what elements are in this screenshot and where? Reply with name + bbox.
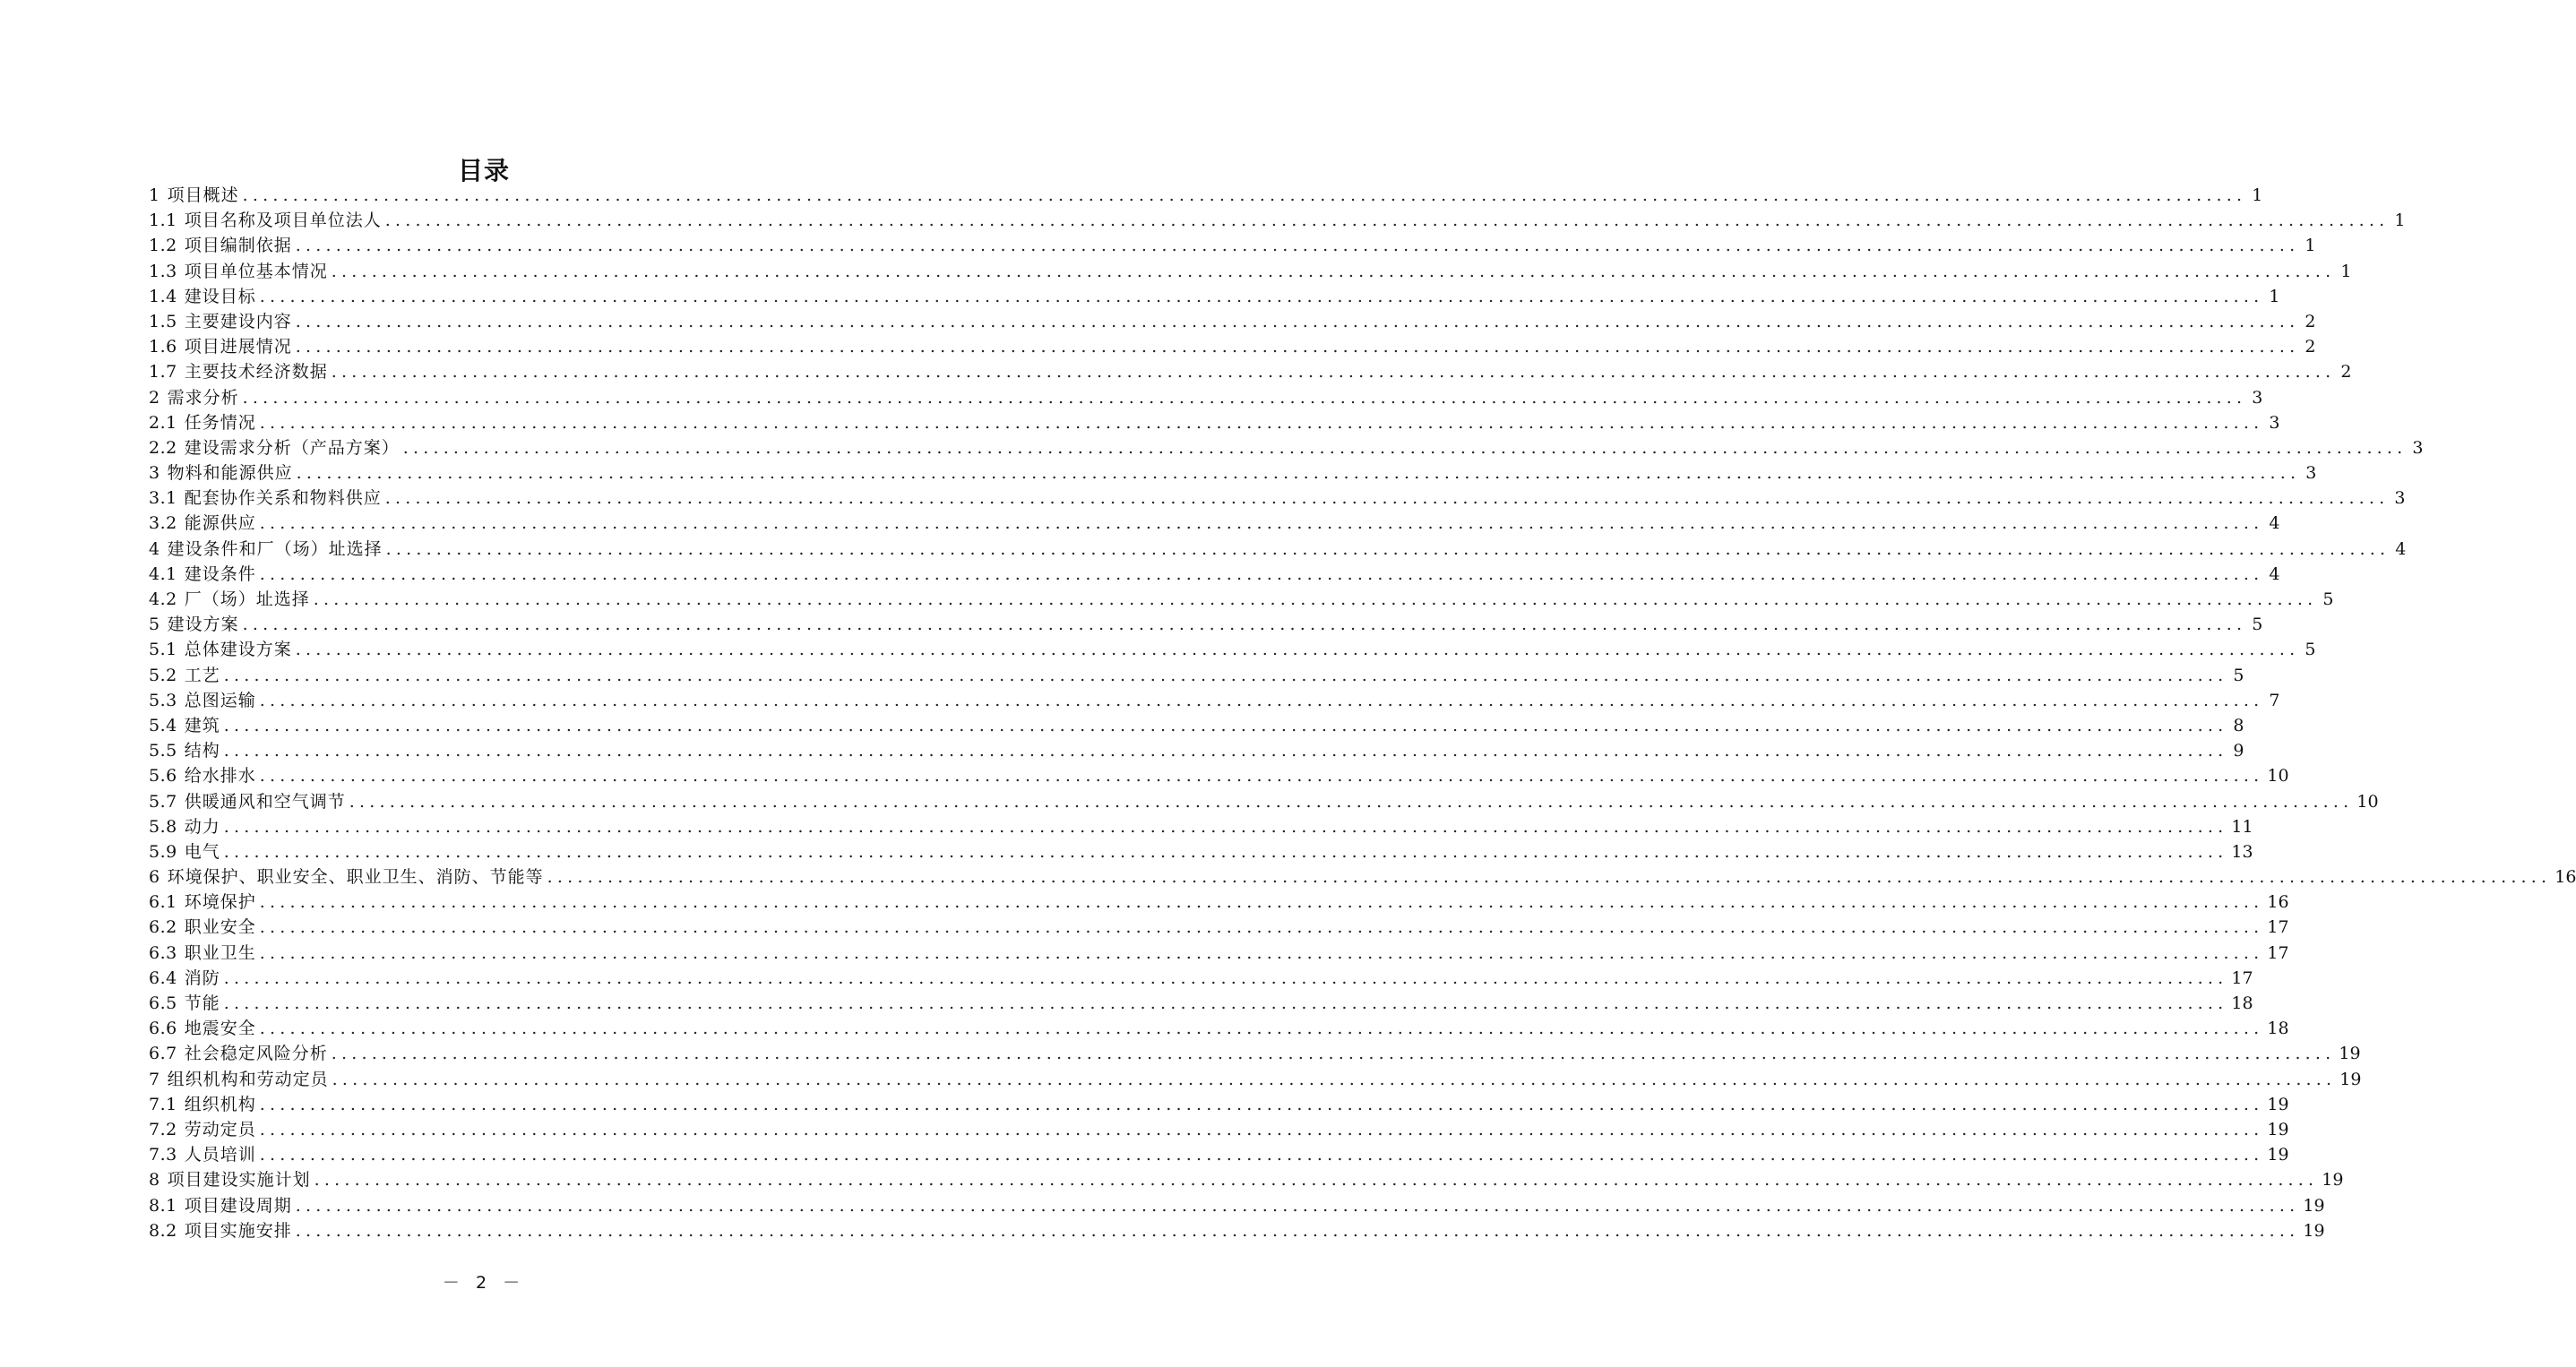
toc-entry-page: 5 (2305, 640, 2316, 660)
toc-entry-number: 5.3 (149, 690, 177, 710)
toc-entry-title: 动力 (184, 816, 220, 837)
toc-entry-page: 17 (2267, 917, 2289, 938)
toc-entry-title: 项目名称及项目单位法人 (184, 211, 382, 231)
toc-entry[interactable] (149, 1117, 2289, 1142)
toc-entry-title: 建设需求分析（产品方案） (184, 437, 400, 458)
toc-entry-title: 供暖通风和空气调节 (184, 791, 346, 812)
toc-entry-page: 16 (2267, 892, 2289, 913)
toc-entry[interactable] (149, 713, 2244, 738)
toc-entry-number: 8.1 (149, 1195, 177, 1216)
toc-entry-page: 7 (2269, 690, 2280, 710)
toc-dot-leader: ....................................................................................................................................................................................................... (332, 1069, 2337, 1089)
toc-dot-leader: ....................................................................................................................................................................................................... (223, 967, 2228, 988)
toc-entry-page: 4 (2269, 563, 2280, 584)
toc-dot-leader: ....................................................................................................................................................................................................... (259, 1094, 2264, 1114)
toc-entry-number: 7 (149, 1069, 160, 1089)
toc-entry[interactable] (149, 915, 2289, 940)
toc-entry-page: 3 (2269, 412, 2280, 433)
toc-dot-leader: ....................................................................................................................................................................................................... (295, 236, 2300, 256)
toc-entry-page: 19 (2267, 1119, 2289, 1139)
toc-dot-leader: ....................................................................................................................................................................................................... (259, 690, 2264, 710)
toc-entry-page: 19 (2303, 1195, 2325, 1216)
toc-entry[interactable] (149, 183, 2263, 208)
toc-entry-page: 10 (2267, 766, 2289, 787)
toc-entry[interactable] (149, 1067, 2362, 1092)
toc-entry-title: 劳动定员 (184, 1119, 256, 1139)
toc-dot-leader: ....................................................................................................................................................................................................... (259, 563, 2264, 584)
toc-entry-title: 组织机构 (184, 1094, 256, 1114)
toc-entry-page: 9 (2233, 741, 2244, 761)
toc-entry-page: 17 (2267, 942, 2289, 963)
toc-entry-page: 1 (2252, 185, 2263, 205)
toc-entry[interactable] (149, 334, 2316, 359)
toc-entry-number: 5.5 (149, 741, 177, 761)
toc-entry-number: 3 (149, 463, 160, 484)
toc-entry[interactable] (149, 1218, 2325, 1243)
toc-entry-page: 19 (2339, 1044, 2361, 1064)
toc-dot-leader: ....................................................................................................................................................................................................... (259, 766, 2264, 787)
toc-entry-page: 19 (2267, 1145, 2289, 1165)
toc-dot-leader: ....................................................................................................................................................................................................... (331, 362, 2336, 383)
toc-entry[interactable] (149, 738, 2244, 763)
toc-dot-leader: ....................................................................................................................................................................................................... (259, 513, 2264, 534)
toc-entry[interactable] (149, 460, 2317, 486)
toc-entry[interactable] (149, 839, 2253, 864)
toc-dot-leader: ....................................................................................................................................................................................................... (223, 993, 2228, 1013)
toc-entry-number: 7.3 (149, 1145, 177, 1165)
toc-entry[interactable] (149, 1193, 2325, 1218)
toc-entry[interactable] (149, 410, 2280, 435)
toc-entry-number: 8.2 (149, 1220, 177, 1241)
toc-entry-number: 6.2 (149, 917, 177, 938)
toc-entry-number: 6.1 (149, 892, 177, 913)
toc-dot-leader: ....................................................................................................................................................................................................... (384, 211, 2390, 231)
toc-entry[interactable] (149, 991, 2253, 1016)
toc-entry-title: 项目概述 (167, 185, 239, 205)
toc-entry-number: 4.1 (149, 563, 177, 584)
table-of-contents (149, 183, 2576, 1243)
toc-entry-title: 环境保护 (184, 892, 256, 913)
toc-dot-leader: ....................................................................................................................................................................................................... (259, 1145, 2264, 1165)
toc-entry-title: 能源供应 (184, 513, 256, 534)
toc-entry-page: 3 (2305, 463, 2317, 484)
toc-dot-leader: ....................................................................................................................................................................................................... (259, 892, 2264, 913)
toc-dot-leader: ....................................................................................................................................................................................................... (385, 538, 2391, 559)
toc-entry[interactable] (149, 1142, 2289, 1167)
toc-dot-leader: ....................................................................................................................................................................................................... (402, 437, 2408, 458)
toc-entry-number: 1.5 (149, 311, 177, 331)
toc-entry-number: 3.1 (149, 488, 177, 509)
toc-entry[interactable] (149, 511, 2280, 536)
toc-entry[interactable] (149, 789, 2379, 814)
toc-entry-title: 需求分析 (167, 387, 239, 408)
toc-entry-number: 8 (149, 1170, 160, 1191)
toc-entry[interactable] (149, 688, 2280, 713)
toc-entry-number: 5.8 (149, 816, 177, 837)
toc-entry-title: 节能 (184, 993, 220, 1013)
toc-dot-leader: ....................................................................................................................................................................................................... (349, 791, 2354, 812)
toc-entry-title: 项目实施安排 (184, 1220, 292, 1241)
toc-entry-page: 2 (2340, 362, 2352, 383)
toc-entry-title: 建设条件 (184, 563, 256, 584)
toc-entry-title: 物料和能源供应 (167, 463, 293, 484)
toc-entry-page: 1 (2305, 236, 2316, 256)
toc-dot-leader: ....................................................................................................................................................................................................... (223, 741, 2228, 761)
toc-entry-title: 电气 (184, 841, 220, 862)
toc-dot-leader: ....................................................................................................................................................................................................... (314, 1170, 2319, 1191)
toc-dot-leader: ....................................................................................................................................................................................................... (296, 463, 2301, 484)
toc-dot-leader: ....................................................................................................................................................................................................... (259, 1019, 2264, 1039)
toc-entry-number: 1.1 (149, 211, 177, 231)
toc-entry-title: 职业安全 (184, 917, 256, 938)
toc-entry-title: 项目建设实施计划 (167, 1170, 311, 1191)
toc-entry-number: 5 (149, 615, 160, 635)
toc-entry[interactable] (149, 259, 2352, 284)
toc-entry-page: 1 (2340, 261, 2352, 281)
toc-entry-number: 4 (149, 538, 160, 559)
toc-entry-page: 8 (2233, 715, 2244, 735)
toc-entry-page: 2 (2305, 337, 2316, 357)
toc-entry-page: 18 (2267, 1019, 2289, 1039)
toc-entry-title: 主要技术经济数据 (184, 362, 328, 383)
toc-dot-leader: ....................................................................................................................................................................................................... (242, 185, 2247, 205)
toc-dot-leader: ....................................................................................................................................................................................................... (295, 337, 2300, 357)
toc-entry-page: 11 (2231, 816, 2253, 837)
toc-entry[interactable] (149, 966, 2253, 991)
toc-entry-page: 3 (2412, 437, 2424, 458)
toc-entry-number: 1.2 (149, 236, 177, 256)
toc-entry-number: 4.2 (149, 589, 177, 609)
toc-entry-number: 6.6 (149, 1019, 177, 1039)
toc-entry-number: 6.3 (149, 942, 177, 963)
toc-entry-page: 19 (2303, 1220, 2325, 1241)
toc-entry[interactable] (149, 385, 2263, 410)
toc-dot-leader: ....................................................................................................................................................................................................... (259, 412, 2264, 433)
toc-dot-leader: ....................................................................................................................................................................................................... (295, 640, 2300, 660)
toc-entry-page: 16 (2554, 867, 2576, 888)
toc-entry-page: 5 (2252, 615, 2263, 635)
toc-entry-title: 建筑 (184, 715, 220, 735)
toc-entry-page: 19 (2267, 1094, 2289, 1114)
toc-entry-title: 建设方案 (167, 615, 239, 635)
toc-entry-title: 项目建设周期 (184, 1195, 292, 1216)
toc-entry-title: 地震安全 (184, 1019, 256, 1039)
toc-entry-title: 任务情况 (184, 412, 256, 433)
toc-entry-number: 2.1 (149, 412, 177, 433)
toc-entry-title: 项目单位基本情况 (184, 261, 328, 281)
toc-dot-leader: ....................................................................................................................................................................................................... (295, 1195, 2300, 1216)
toc-dot-leader: ....................................................................................................................................................................................................... (259, 917, 2264, 938)
toc-entry[interactable] (149, 864, 2576, 890)
toc-entry[interactable] (149, 1016, 2289, 1041)
toc-entry-page: 17 (2231, 967, 2253, 988)
toc-dot-leader: ....................................................................................................................................................................................................... (223, 665, 2228, 685)
toc-dot-leader: ....................................................................................................................................................................................................... (242, 615, 2247, 635)
toc-entry-page: 1 (2269, 286, 2280, 306)
toc-entry-title: 项目进展情况 (184, 337, 292, 357)
toc-entry[interactable] (149, 309, 2316, 334)
toc-entry-page: 10 (2356, 791, 2379, 812)
toc-entry-page: 13 (2231, 841, 2253, 862)
toc-dot-leader: ....................................................................................................................................................................................................... (295, 311, 2300, 331)
toc-entry-number: 5.2 (149, 665, 177, 685)
toc-entry-title: 主要建设内容 (184, 311, 292, 331)
toc-entry-number: 6.4 (149, 967, 177, 988)
toc-dot-leader: ....................................................................................................................................................................................................... (223, 816, 2228, 837)
toc-entry-number: 1.7 (149, 362, 177, 383)
toc-entry-number: 3.2 (149, 513, 177, 534)
toc-entry-page: 5 (2322, 589, 2334, 609)
toc-entry-page: 5 (2233, 665, 2244, 685)
toc-entry-title: 职业卫生 (184, 942, 256, 963)
toc-dot-leader: ....................................................................................................................................................................................................... (259, 1119, 2264, 1139)
toc-entry-page: 4 (2269, 513, 2280, 534)
toc-dot-leader: ....................................................................................................................................................................................................... (313, 589, 2318, 609)
toc-entry-number: 1.6 (149, 337, 177, 357)
toc-entry-title: 结构 (184, 741, 220, 761)
toc-entry-number: 7.1 (149, 1094, 177, 1114)
toc-dot-leader: ....................................................................................................................................................................................................... (331, 1044, 2336, 1064)
page-title: 目录 (457, 155, 510, 185)
toc-entry-page: 2 (2305, 311, 2316, 331)
toc-entry-title: 建设条件和厂（场）址选择 (167, 538, 383, 559)
toc-entry-page: 18 (2231, 993, 2253, 1013)
toc-entry[interactable] (149, 663, 2244, 688)
toc-dot-leader: ....................................................................................................................................................................................................... (259, 286, 2264, 306)
toc-dot-leader: ....................................................................................................................................................................................................... (223, 715, 2228, 735)
toc-entry[interactable] (149, 208, 2406, 233)
toc-dot-leader: ....................................................................................................................................................................................................... (547, 867, 2552, 888)
toc-entry-number: 1.3 (149, 261, 177, 281)
toc-entry-number: 5.7 (149, 791, 177, 812)
toc-entry[interactable] (149, 890, 2289, 915)
toc-entry[interactable] (149, 637, 2316, 662)
toc-entry-number: 5.6 (149, 766, 177, 787)
toc-dot-leader: ....................................................................................................................................................................................................... (223, 841, 2228, 862)
toc-entry-number: 2.2 (149, 437, 177, 458)
toc-entry[interactable] (149, 284, 2280, 309)
toc-entry-title: 厂（场）址选择 (184, 589, 310, 609)
toc-dot-leader: ....................................................................................................................................................................................................... (259, 942, 2264, 963)
toc-entry-title: 工艺 (184, 665, 220, 685)
toc-entry-number: 1 (149, 185, 160, 205)
toc-entry[interactable] (149, 435, 2424, 460)
toc-entry[interactable] (149, 1167, 2344, 1192)
toc-entry-number: 7.2 (149, 1119, 177, 1139)
page-number: － 2 － (442, 1273, 526, 1293)
toc-entry[interactable] (149, 612, 2263, 637)
toc-entry-title: 总图运输 (184, 690, 256, 710)
toc-entry-title: 配套协作关系和物料供应 (184, 488, 382, 509)
toc-entry-title: 给水排水 (184, 766, 256, 787)
toc-entry-number: 2 (149, 387, 160, 408)
toc-entry-page: 3 (2394, 488, 2406, 509)
toc-entry-page: 1 (2394, 211, 2406, 231)
toc-entry-title: 建设目标 (184, 286, 256, 306)
toc-entry[interactable] (149, 587, 2334, 612)
toc-entry-page: 19 (2322, 1170, 2344, 1191)
toc-entry[interactable] (149, 941, 2289, 966)
toc-entry[interactable] (149, 562, 2280, 587)
toc-entry-title: 人员培训 (184, 1145, 256, 1165)
toc-entry-number: 5.1 (149, 640, 177, 660)
toc-entry-page: 4 (2395, 538, 2407, 559)
toc-entry-number: 5.4 (149, 715, 177, 735)
toc-entry-number: 6.5 (149, 993, 177, 1013)
toc-entry-title: 社会稳定风险分析 (184, 1044, 328, 1064)
toc-dot-leader: ....................................................................................................................................................................................................... (384, 488, 2390, 509)
toc-dot-leader: ....................................................................................................................................................................................................... (331, 261, 2336, 281)
toc-entry-page: 19 (2339, 1069, 2362, 1089)
toc-entry[interactable] (149, 814, 2253, 839)
toc-entry-title: 环境保护、职业安全、职业卫生、消防、节能等 (167, 867, 544, 888)
toc-entry[interactable] (149, 233, 2316, 258)
toc-entry-number: 6.7 (149, 1044, 177, 1064)
toc-entry[interactable] (149, 763, 2289, 788)
toc-entry-number: 6 (149, 867, 160, 888)
toc-entry-title: 项目编制依据 (184, 236, 292, 256)
toc-dot-leader: ....................................................................................................................................................................................................... (242, 387, 2247, 408)
toc-entry-title: 总体建设方案 (184, 640, 292, 660)
toc-entry[interactable] (149, 1092, 2289, 1117)
toc-entry[interactable] (149, 1041, 2361, 1066)
toc-entry-title: 组织机构和劳动定员 (167, 1069, 329, 1089)
toc-entry-number: 5.9 (149, 841, 177, 862)
toc-entry[interactable] (149, 486, 2406, 511)
toc-entry-title: 消防 (184, 967, 220, 988)
toc-entry-page: 3 (2252, 387, 2263, 408)
toc-entry[interactable] (149, 359, 2352, 384)
toc-dot-leader: ....................................................................................................................................................................................................... (295, 1220, 2300, 1241)
toc-entry-number: 1.4 (149, 286, 177, 306)
toc-entry[interactable] (149, 537, 2407, 562)
